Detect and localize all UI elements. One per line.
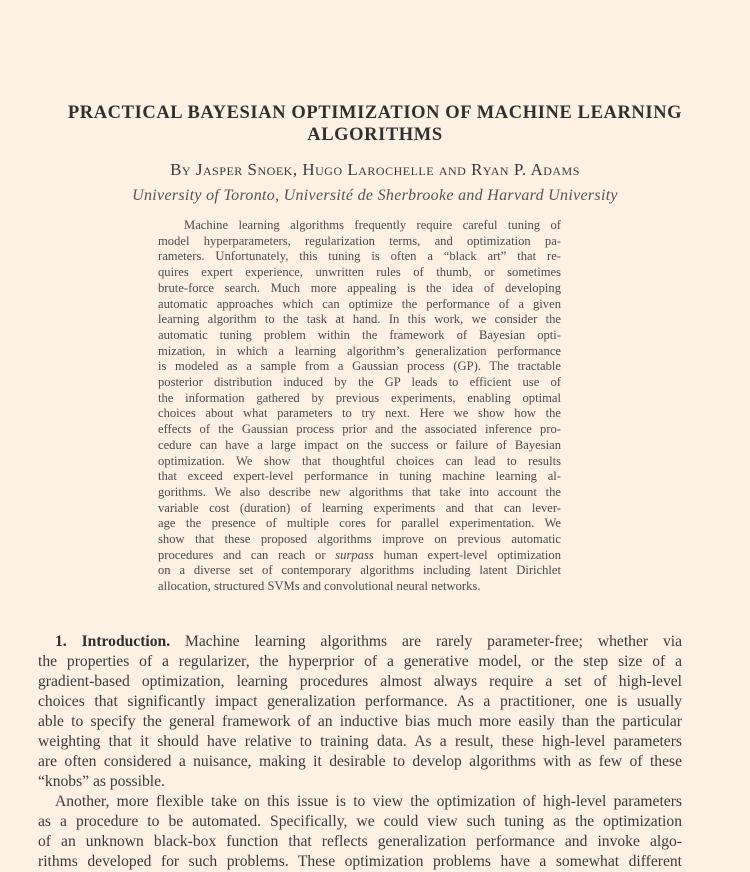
body-line: gradient-based optimization, learning procedures almost always require a set of high-level (38, 673, 682, 690)
abstract-line: is modeled as a sample from a Gaussian process (GP). The tractable (158, 359, 561, 374)
body-line: weighting that it should have relative to training data. As a result, these high-level parameters (38, 733, 682, 750)
abstract-line-emph (158, 548, 561, 564)
abstract-line: allocation, structured SVMs and convolutional neural networks. (158, 579, 481, 594)
abstract-line: model hyperparameters, regularization terms, and optimization pa- (158, 233, 561, 248)
abstract-line: quires expert experience, unwritten rules of thumb, or sometimes (158, 265, 561, 280)
abstract-line: choices about what parameters to try next. Here we show how the (158, 406, 561, 421)
intro-first-line-text: Machine learning algorithms are rarely parameter-free; whether via (170, 633, 682, 650)
abstract-line: brute-force search. Much more appealing is the idea of developing (158, 280, 561, 295)
author-affiliation: University of Toronto, Université de Sherbrooke and Harvard University (132, 187, 618, 204)
body-line: “knobs” as possible. (38, 773, 165, 790)
abstract-line: automatic tuning problem within the framework of Bayesian opti- (158, 327, 561, 342)
abstract (158, 218, 561, 595)
body-line: choices that significantly impact generalization performance. As a practitioner, one is usually (38, 693, 682, 710)
title-line-2: ALGORITHMS (307, 125, 443, 145)
body-line: rithms developed for such problems. These optimization problems have a somewhat different (38, 853, 682, 870)
section-heading: 1. Introduction. (55, 633, 171, 650)
abstract-line: learning algorithm to the task at hand. In this work, we consider the (158, 312, 561, 327)
body-line: of an unknown black-box function that reflects generalization performance and invoke algo- (38, 833, 682, 850)
abstract-line: age the presence of multiple cores for parallel experimentation. We (158, 516, 561, 531)
abstract-line: the information gathered by previous experiments, enabling optimal (158, 390, 561, 405)
body-line: as a procedure to be automated. Specifically, we could view such tuning as the optimization (38, 813, 682, 830)
body-line: are often considered a nuisance, making it desirable to develop algorithms with as few of these (38, 753, 682, 770)
abstract-line: mization, in which a learning algorithm’s generalization performance (158, 343, 561, 358)
abstract-line: effects of the Gaussian process prior and the associated inference pro- (158, 422, 561, 437)
abstract-line: Machine learning algorithms frequently require careful tuning of (184, 218, 561, 232)
abstract-line: variable cost (duration) of learning experiments and that can lever- (158, 500, 561, 515)
abstract-line: optimization. We show that thoughtful choices can lead to results (158, 453, 561, 468)
abstract-line: on a diverse set of contemporary algorithms including latent Dirichlet (158, 563, 561, 578)
abstract-line: rameters. Unfortunately, this tuning is often a “black art” that re- (158, 249, 561, 264)
abstract-line: gorithms. We also describe new algorithms that take into account the (158, 484, 561, 499)
body-line: able to specify the general framework of an inductive bias much more easily than the particular (38, 713, 682, 730)
abstract-line: cedure can have a large impact on the success or failure of Bayesian (158, 437, 561, 452)
emphasized-word: surpass (335, 547, 374, 562)
abstract-line-end: human expert-level optimization (373, 547, 561, 562)
body-line: Another, more flexible take on this issue is to view the optimization of high-level parameters (55, 793, 682, 810)
intro-first-line (38, 632, 682, 652)
abstract-line: posterior distribution induced by the GP leads to efficient use of (158, 375, 561, 390)
author-list: By Jasper Snoek, Hugo Larochelle and Ryan P. Adams (170, 160, 580, 179)
abstract-line: show that these proposed algorithms improve on previous automatic (158, 532, 561, 547)
paper-title (0, 102, 750, 146)
introduction-section (38, 632, 682, 872)
abstract-line-start: procedures and can reach or (158, 547, 336, 562)
abstract-line: that exceed expert-level performance in tuning machine learning al- (158, 469, 561, 484)
body-line: the properties of a regularizer, the hyperprior of a generative model, or the step size of a (38, 653, 682, 670)
title-line-1: PRACTICAL BAYESIAN OPTIMIZATION OF MACHINE LEARNING (67, 103, 683, 123)
abstract-line: automatic approaches which can optimize the performance of a given (158, 296, 561, 311)
